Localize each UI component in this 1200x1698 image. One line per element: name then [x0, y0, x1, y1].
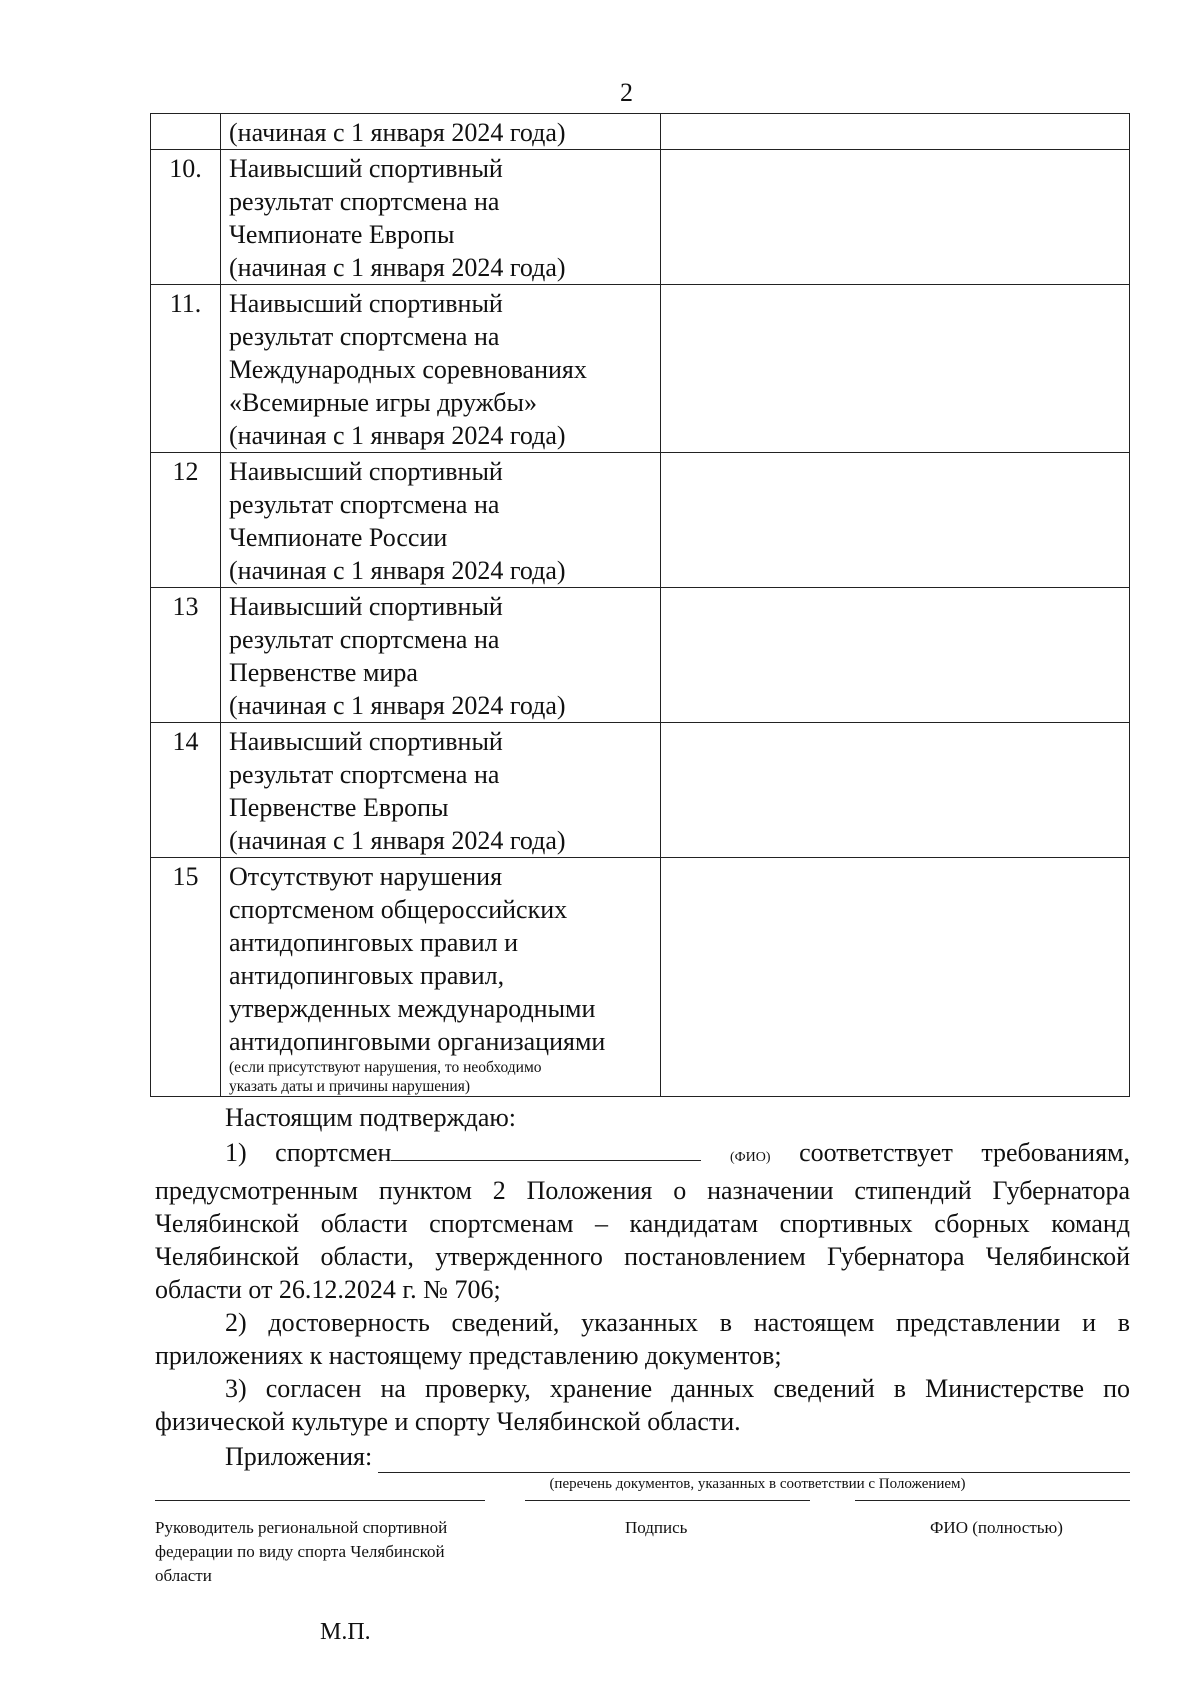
signature-block: [155, 1500, 1130, 1645]
criterion-line: Отсутствуют нарушения: [229, 862, 503, 891]
criterion-line: результат спортсмена на: [229, 760, 500, 789]
row-number: 12: [151, 453, 221, 588]
appendix-note: (перечень документов, указанных в соответствии с Положением): [549, 1476, 966, 1492]
criterion-line: Первенстве мира: [229, 658, 418, 687]
criterion-line: (начиная с 1 января 2024 года): [229, 826, 566, 855]
table-row: [151, 453, 1130, 588]
criterion-description: [221, 285, 661, 453]
criteria-table-body: [151, 114, 1130, 1097]
criterion-line: результат спортсмена на: [229, 625, 500, 654]
row-number: 10.: [151, 150, 221, 285]
criterion-value-cell[interactable]: [661, 150, 1130, 285]
criterion-line: «Всемирные игры дружбы»: [229, 388, 537, 417]
confirmation-item-3: 3) согласен на проверку, хранение данных сведений в Министерстве по физической культуре и спорту Челябинской области.: [155, 1374, 1130, 1436]
criterion-note: (если присутствуют нарушения, то необходимо: [229, 1059, 542, 1076]
criterion-value-cell[interactable]: [661, 114, 1130, 150]
item1-rest: предусмотренным пунктом 2 Положения о назначении стипендий Губернатора Челябинской области спортсменам – кандидатам спортивных сборных команд Челябинской области, утвержденного постановлением Губернатора Челябинской области от 26.12.2024 г. № 706;: [155, 1176, 1130, 1304]
table-row: [151, 723, 1130, 858]
confirmation-intro: Настоящим подтверждаю:: [225, 1103, 517, 1132]
criterion-line: (начиная с 1 января 2024 года): [229, 556, 566, 585]
criterion-line: (начиная с 1 января 2024 года): [229, 691, 566, 720]
fio-label: ФИО (полностью): [930, 1518, 1063, 1537]
row-number: 11.: [151, 285, 221, 453]
row-number: [151, 114, 221, 150]
criterion-value-cell[interactable]: [661, 588, 1130, 723]
criterion-line: Наивысший спортивный: [229, 289, 503, 318]
fio-hint: (ФИО): [729, 1150, 771, 1165]
table-row: [151, 150, 1130, 285]
criteria-table: [150, 113, 1130, 1097]
fio-line[interactable]: [855, 1500, 1130, 1501]
criterion-line: спортсменом общероссийских: [229, 895, 568, 924]
criterion-line: (начиная с 1 января 2024 года): [229, 253, 566, 282]
table-row: [151, 858, 1130, 1097]
signature-lines: [155, 1500, 1130, 1510]
criterion-line: Международных соревнованиях: [229, 355, 587, 384]
criterion-description: [221, 858, 661, 1097]
criterion-line: (начиная с 1 января 2024 года): [229, 118, 566, 147]
item1-after: соответствует требованиям,: [799, 1138, 1130, 1167]
stamp-place: М.П.: [320, 1619, 371, 1645]
role-line[interactable]: [155, 1500, 485, 1501]
table-row: [151, 114, 1130, 150]
appendix-label: Приложения:: [225, 1442, 373, 1471]
criterion-line: результат спортсмена на: [229, 490, 500, 519]
table-row: [151, 588, 1130, 723]
criterion-line: Наивысший спортивный: [229, 154, 503, 183]
criterion-line: утвержденных международными: [229, 994, 596, 1023]
appendix-field[interactable]: [378, 1446, 1130, 1473]
criterion-description: [221, 723, 661, 858]
row-number: 13: [151, 588, 221, 723]
criterion-line: антидопинговыми организациями: [229, 1027, 606, 1056]
criterion-line: Наивысший спортивный: [229, 457, 503, 486]
criterion-line: Чемпионате Европы: [229, 220, 455, 249]
criterion-line: Наивысший спортивный: [229, 727, 503, 756]
criterion-value-cell[interactable]: [661, 453, 1130, 588]
signature-label: Подпись: [625, 1518, 688, 1537]
criterion-description: [221, 453, 661, 588]
confirmation-item-1: [155, 1134, 1130, 1306]
criterion-description: [221, 114, 661, 150]
row-number: 15: [151, 858, 221, 1097]
appendix-row: [155, 1440, 1130, 1473]
criterion-line: антидопинговых правил и: [229, 928, 518, 957]
table-row: [151, 285, 1130, 453]
row-number: 14: [151, 723, 221, 858]
signature-labels: [155, 1510, 1130, 1645]
athlete-name-field[interactable]: [391, 1134, 701, 1161]
criterion-line: Первенстве Европы: [229, 793, 449, 822]
item1-start: 1) спортсмен: [225, 1138, 392, 1167]
criterion-description: [221, 150, 661, 285]
criterion-note: указать даты и причины нарушения): [229, 1078, 471, 1095]
criterion-line: результат спортсмена на: [229, 322, 500, 351]
criterion-line: антидопинговых правил,: [229, 961, 505, 990]
criterion-line: результат спортсмена на: [229, 187, 500, 216]
criterion-value-cell[interactable]: [661, 285, 1130, 453]
criterion-description: [221, 588, 661, 723]
criterion-line: (начиная с 1 января 2024 года): [229, 421, 566, 450]
signer-role: Руководитель региональной спортивной федерации по виду спорта Челябинской области: [155, 1518, 448, 1585]
criterion-value-cell[interactable]: [661, 723, 1130, 858]
page-number: 2: [620, 78, 633, 107]
confirmation-item-2: 2) достоверность сведений, указанных в настоящем представлении и в приложениях к настоящему представлению документов;: [155, 1308, 1130, 1370]
criterion-line: Наивысший спортивный: [229, 592, 503, 621]
signature-line[interactable]: [525, 1500, 810, 1501]
confirmation-section: [155, 1101, 1130, 1493]
criterion-line: Чемпионате России: [229, 523, 448, 552]
criterion-value-cell[interactable]: [661, 858, 1130, 1097]
